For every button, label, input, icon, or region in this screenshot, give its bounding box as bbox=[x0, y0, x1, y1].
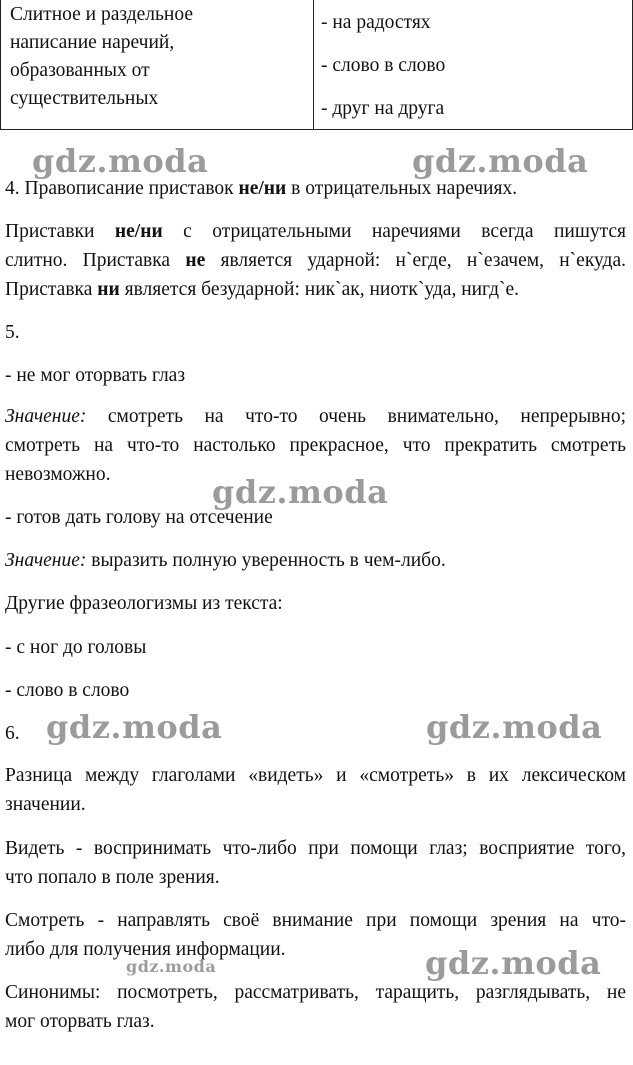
table-left-line: написание наречий, bbox=[10, 32, 175, 53]
bold-run: не bbox=[185, 250, 206, 271]
section5-number: 5. bbox=[5, 322, 20, 343]
watermark: gdz.moda bbox=[212, 473, 389, 511]
table-right-line: - слово в слово bbox=[321, 55, 446, 76]
table-left-line: Слитное и раздельное bbox=[10, 4, 193, 25]
section5-other-1: - с ног до головы bbox=[5, 637, 147, 658]
table-right-cell bbox=[321, 1, 445, 130]
section6-p2-line-2: что попало в поле зрения. bbox=[5, 867, 220, 888]
section6-p4-line-2: мог оторвать глаз. bbox=[5, 1011, 155, 1032]
bold-run: не/ни bbox=[114, 221, 163, 242]
section6-p2-line-1: Видеть - воспринимать что-либо при помощи глаз; восприятие того, bbox=[5, 838, 626, 859]
watermark: gdz.moda bbox=[32, 142, 209, 180]
bold-run: ни bbox=[97, 279, 120, 300]
section4-heading-suffix: в отрицательных наречиях. bbox=[286, 178, 518, 199]
section5-meaning1-line-1 bbox=[5, 406, 626, 428]
section5-other-label: Другие фразеологизмы из текста: bbox=[5, 593, 283, 614]
watermark: gdz.moda bbox=[425, 944, 602, 982]
table-left-line: образованных от bbox=[10, 60, 150, 81]
text-run: Приставки bbox=[5, 221, 115, 242]
section5-phrase-1: - не мог оторвать глаз bbox=[5, 365, 186, 386]
section5-other-2: - слово в слово bbox=[5, 680, 130, 701]
table-column-divider bbox=[313, 0, 314, 129]
watermark: gdz.moda bbox=[412, 142, 589, 180]
text-run: смотреть на что-то очень внимательно, непрерывно; bbox=[86, 406, 626, 427]
table-left-cell bbox=[10, 1, 193, 113]
phrases-table bbox=[0, 0, 633, 130]
section6-p3-line-1: Смотреть - направлять своё внимание при помощи зрения на что- bbox=[5, 910, 626, 931]
text-run: слитно. Приставка bbox=[5, 250, 186, 271]
table-right-line: - друг на друга bbox=[321, 98, 445, 119]
text-run: является безударной: ник`ак, ниотк`уда, нигд`е. bbox=[119, 279, 520, 300]
table-left-line: существительных bbox=[10, 88, 159, 109]
watermark: gdz.moda bbox=[426, 708, 603, 746]
section4-line-1 bbox=[5, 221, 626, 243]
meaning-label: Значение: bbox=[5, 406, 87, 427]
text-run: является ударной: н`егде, н`езачем, н`екуда. bbox=[205, 250, 626, 271]
section4-heading bbox=[5, 178, 517, 200]
section4-line-2 bbox=[5, 250, 626, 272]
section5-meaning2 bbox=[5, 550, 446, 572]
text-run: с отрицательными наречиями всегда пишутся bbox=[162, 221, 626, 242]
section4-heading-prefix: 4. Правописание приставок bbox=[5, 178, 239, 199]
section6-number: 6. bbox=[5, 723, 20, 744]
section6-p3-line-2: либо для получения информации. bbox=[5, 939, 286, 960]
section4-line-3 bbox=[5, 279, 519, 301]
section6-p4-line-1: Синонимы: посмотреть, рассматривать, таращить, разглядывать, не bbox=[5, 982, 626, 1003]
text-run: выразить полную уверенность в чем-либо. bbox=[86, 550, 446, 571]
meaning-label: Значение: bbox=[5, 550, 87, 571]
text-run: Приставка bbox=[5, 279, 98, 300]
watermark: gdz.moda bbox=[46, 708, 223, 746]
section6-p1-line-1: Разница между глаголами «видеть» и «смотреть» в их лексическом bbox=[5, 765, 626, 786]
watermark: gdz.moda bbox=[126, 957, 217, 976]
section5-meaning1-line-3: невозможно. bbox=[5, 464, 111, 485]
section5-phrase-2: - готов дать голову на отсечение bbox=[5, 507, 273, 528]
section4-heading-bold: не/ни bbox=[238, 178, 287, 199]
table-right-line: - на радостях bbox=[321, 12, 431, 33]
section5-meaning1-line-2: смотреть на что-то настолько прекрасное, что прекратить смотреть bbox=[5, 435, 626, 456]
section6-p1-line-2: значении. bbox=[5, 794, 86, 815]
